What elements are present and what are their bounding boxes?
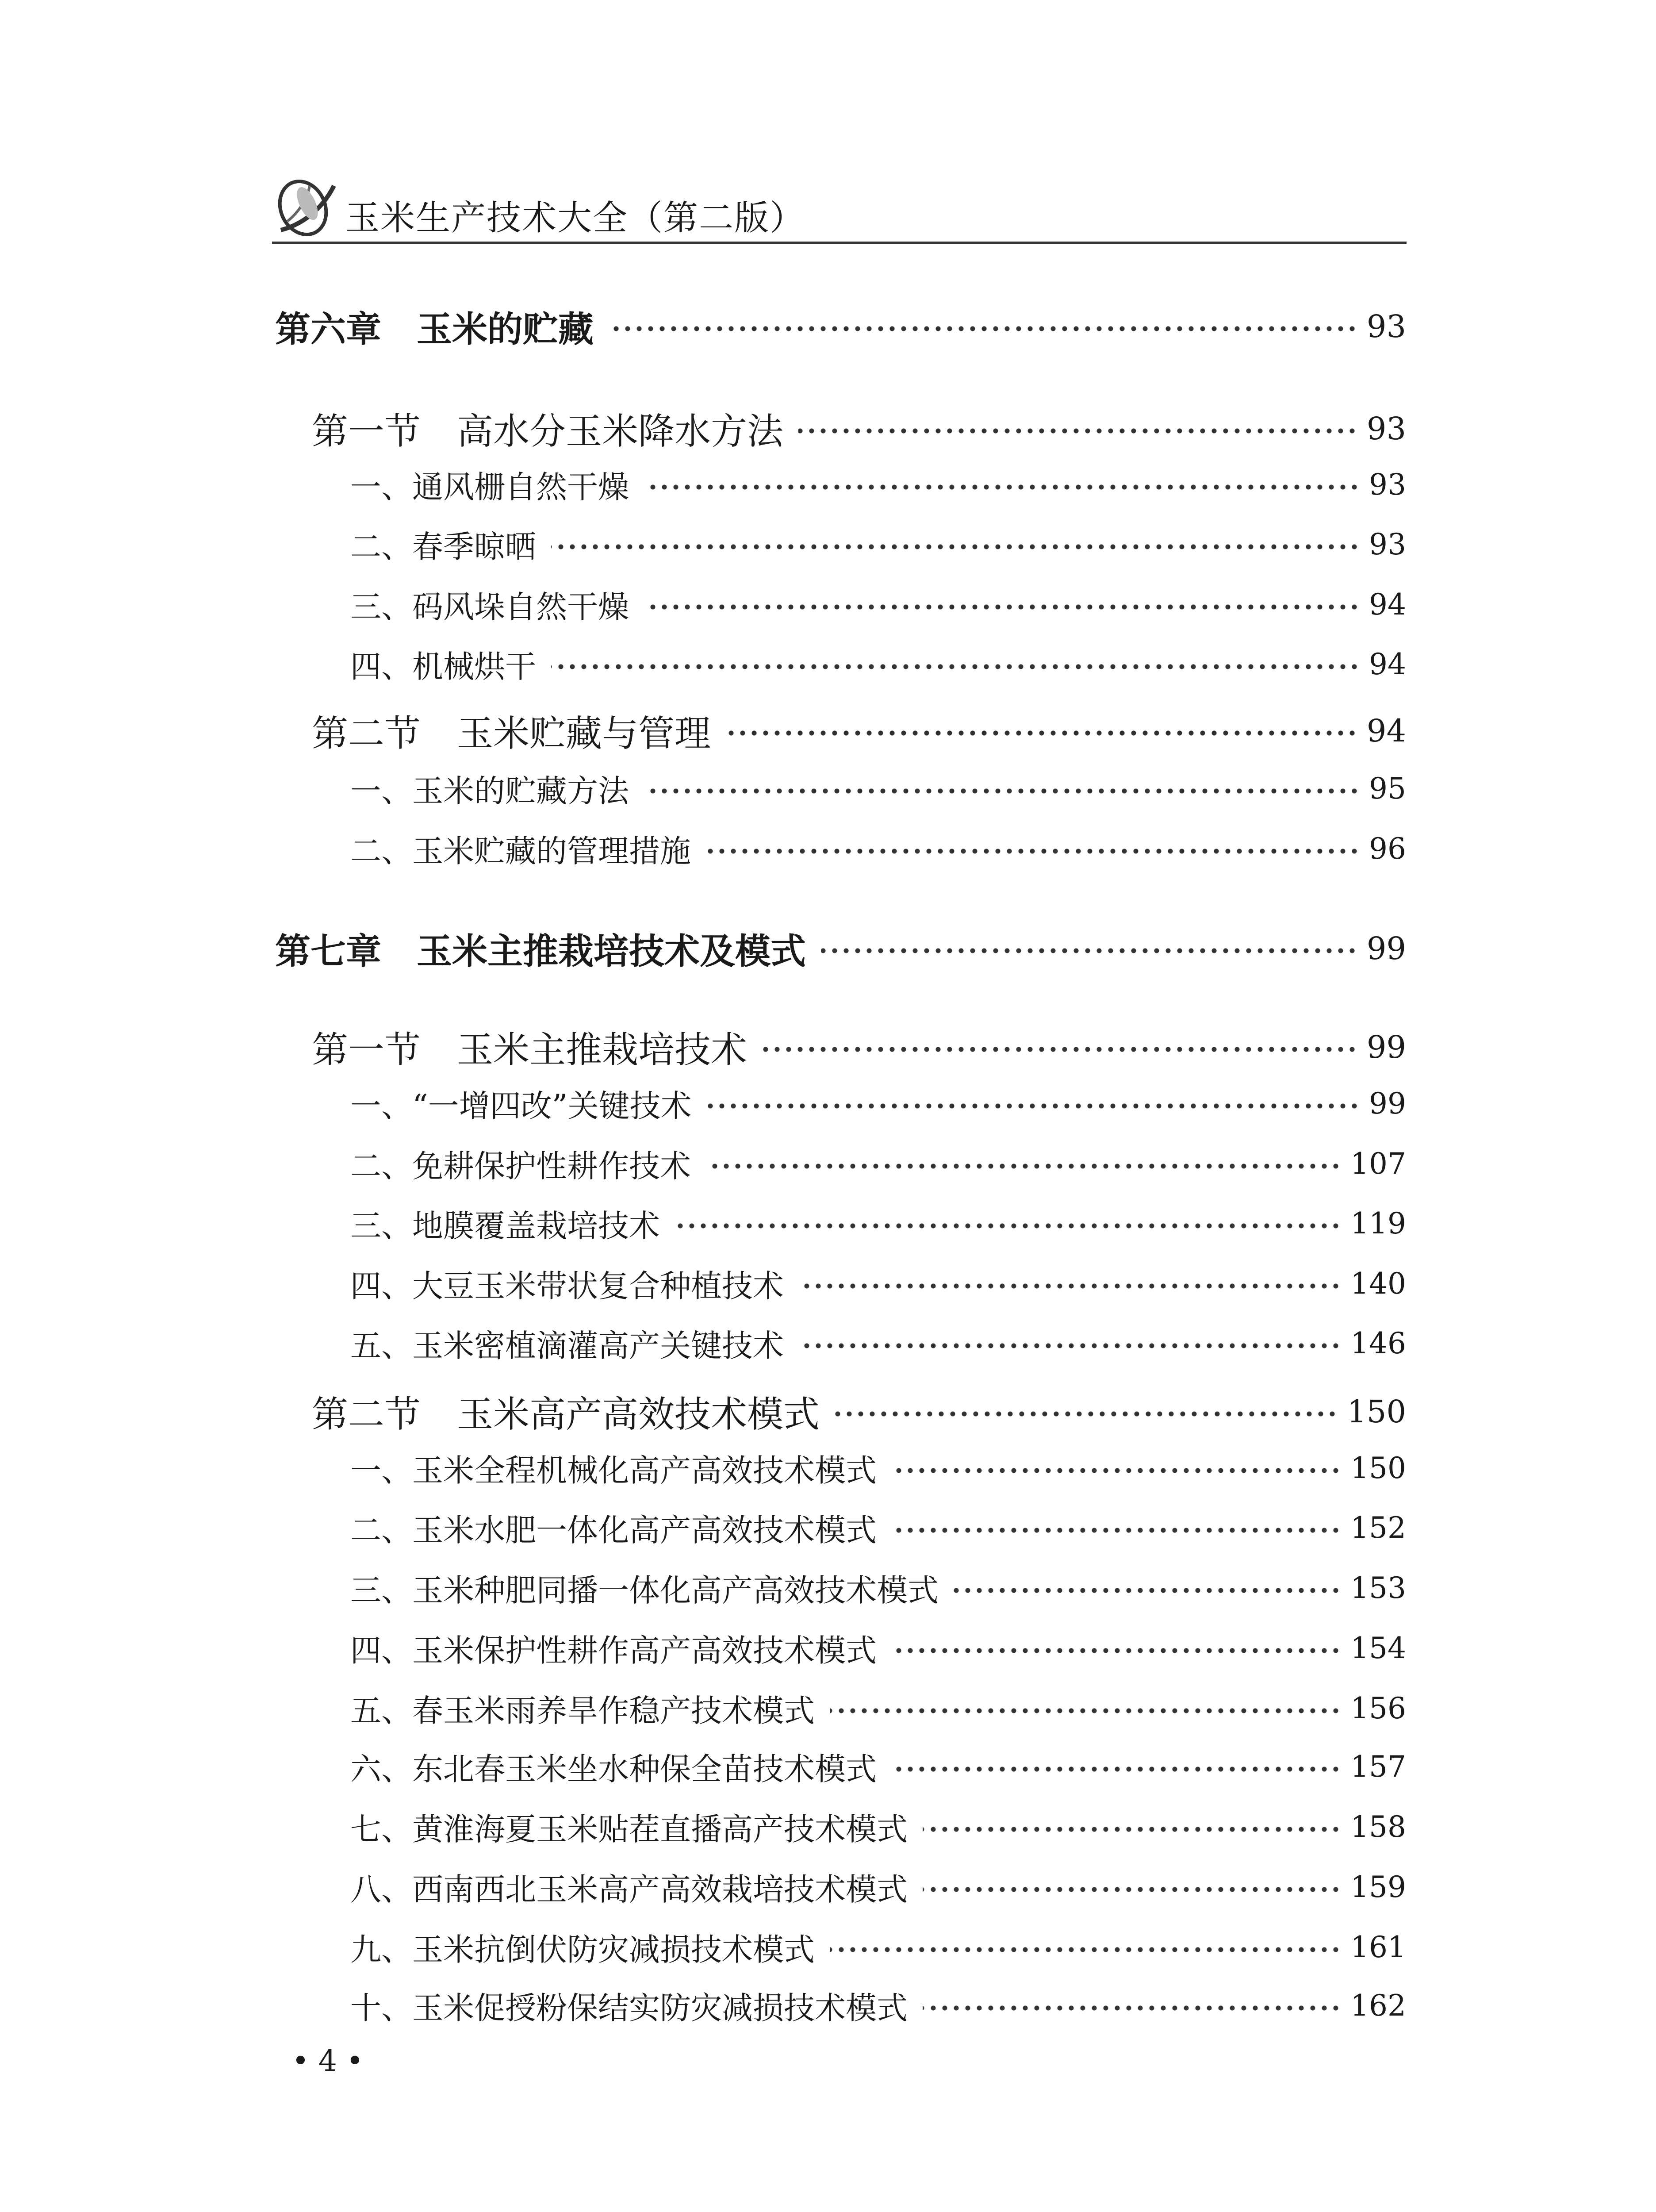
toc-entry-page-number: 156 xyxy=(1342,1691,1406,1725)
toc-entry-page-number: 93 xyxy=(1360,468,1406,502)
toc-entry-page-number: 150 xyxy=(1342,1451,1406,1485)
toc-entry-title: 第一节 高水分玉米降水方法 xyxy=(312,403,798,454)
dot-leader xyxy=(835,1409,1338,1418)
toc-entry-page-number: 93 xyxy=(1360,527,1406,561)
toc-entry-item xyxy=(0,1626,1656,1671)
toc-entry-title: 一、“一增四改”关键技术 xyxy=(350,1081,707,1126)
toc-entry-title: 十、玉米促授粉保结实防灾减损技术模式 xyxy=(350,1983,923,2028)
toc-entry-page-number: 154 xyxy=(1342,1631,1406,1665)
toc-entry-item xyxy=(0,1744,1656,1789)
toc-entry-title: 三、地膜覆盖栽培技术 xyxy=(350,1201,675,1246)
toc-entry-page-number: 146 xyxy=(1342,1326,1406,1360)
toc-entry-page-number: 152 xyxy=(1342,1511,1406,1545)
toc-entry-page-number: 93 xyxy=(1358,411,1406,447)
toc-entry-page-number: 158 xyxy=(1342,1810,1406,1844)
dot-leader xyxy=(799,1282,1342,1290)
toc-entry-page-number: 140 xyxy=(1342,1267,1406,1301)
toc-entry-page-number: 157 xyxy=(1342,1750,1406,1784)
dot-leader xyxy=(675,1221,1342,1230)
toc-entry-page-number: 159 xyxy=(1342,1870,1406,1904)
toc-entry-page-number: 94 xyxy=(1360,647,1406,681)
corn-leaf-logo-icon xyxy=(272,177,338,241)
toc-entry-title: 第一节 玉米主推栽培技术 xyxy=(312,1021,762,1073)
toc-entry-item xyxy=(0,1983,1656,2028)
toc-entry-item xyxy=(0,826,1656,871)
toc-entry-item xyxy=(0,582,1656,627)
dot-leader xyxy=(706,847,1360,856)
dot-leader xyxy=(644,603,1360,611)
toc-entry-chapter xyxy=(0,301,1656,352)
dot-leader xyxy=(551,662,1360,671)
toc-entry-item xyxy=(0,1141,1656,1186)
dot-leader xyxy=(799,1341,1342,1350)
dot-leader xyxy=(798,426,1358,435)
dot-leader xyxy=(923,2004,1342,2012)
toc-entry-title: 二、玉米水肥一体化高产高效技术模式 xyxy=(350,1505,892,1550)
toc-entry-item xyxy=(0,642,1656,687)
toc-entry-item xyxy=(0,1261,1656,1306)
dot-leader xyxy=(892,1526,1342,1535)
page-number: • 4 • xyxy=(292,2044,364,2078)
toc-entry-item xyxy=(0,1566,1656,1610)
toc-entry-title: 四、大豆玉米带状复合种植技术 xyxy=(350,1261,799,1306)
toc-entry-title: 四、玉米保护性耕作高产高效技术模式 xyxy=(350,1626,892,1671)
dot-leader xyxy=(762,1045,1358,1054)
toc-entry-page-number: 94 xyxy=(1360,588,1406,622)
toc-entry-page-number: 95 xyxy=(1360,772,1406,806)
toc-entry-title: 三、玉米种肥同播一体化高产高效技术模式 xyxy=(350,1566,954,1610)
dot-leader xyxy=(892,1466,1342,1475)
dot-leader xyxy=(892,1765,1342,1774)
toc-entry-item xyxy=(0,1805,1656,1849)
toc-entry-section xyxy=(0,705,1656,757)
header-divider xyxy=(272,242,1407,244)
toc-entry-page-number: 153 xyxy=(1342,1571,1406,1605)
toc-entry-item xyxy=(0,1505,1656,1550)
toc-entry-title: 第二节 玉米贮藏与管理 xyxy=(312,705,726,757)
toc-entry-item xyxy=(0,1686,1656,1731)
toc-entry-title: 四、机械烘干 xyxy=(350,642,551,687)
toc-entry-title: 一、玉米的贮藏方法 xyxy=(350,766,644,811)
toc-entry-title: 二、春季晾晒 xyxy=(350,522,551,567)
toc-entry-title: 二、免耕保护性耕作技术 xyxy=(350,1141,706,1186)
toc-entry-page-number: 162 xyxy=(1342,1989,1406,2023)
running-header xyxy=(272,177,1409,243)
dot-leader xyxy=(923,1885,1342,1894)
toc-entry-page-number: 161 xyxy=(1342,1930,1406,1964)
toc-entry-title: 五、春玉米雨养旱作稳产技术模式 xyxy=(350,1686,830,1731)
dot-leader xyxy=(726,729,1358,737)
toc-entry-page-number: 119 xyxy=(1342,1206,1406,1240)
dot-leader xyxy=(830,1706,1342,1715)
toc-entry-item xyxy=(0,1925,1656,1970)
toc-entry-title: 第七章 玉米主推栽培技术及模式 xyxy=(275,923,821,974)
toc-entry-title: 九、玉米抗倒伏防灾减损技术模式 xyxy=(350,1925,830,1970)
toc-entry-page-number: 93 xyxy=(1358,308,1406,345)
toc-entry-title: 八、西南西北玉米高产高效栽培技术模式 xyxy=(350,1865,923,1909)
dot-leader xyxy=(551,542,1360,551)
dot-leader xyxy=(609,324,1358,333)
toc-entry-title: 二、玉米贮藏的管理措施 xyxy=(350,826,706,871)
toc-entry-page-number: 99 xyxy=(1358,1029,1406,1065)
dot-leader xyxy=(644,483,1360,492)
toc-entry-title: 第二节 玉米高产高效技术模式 xyxy=(312,1386,835,1437)
toc-entry-title: 七、黄淮海夏玉米贴茬直播高产技术模式 xyxy=(350,1805,923,1849)
toc-entry-page-number: 150 xyxy=(1338,1394,1406,1430)
toc-entry-page-number: 96 xyxy=(1360,832,1406,866)
toc-entry-item xyxy=(0,1081,1656,1126)
toc-entry-page-number: 99 xyxy=(1360,1087,1406,1121)
toc-entry-title: 一、玉米全程机械化高产高效技术模式 xyxy=(350,1446,892,1490)
toc-entry-page-number: 94 xyxy=(1358,713,1406,749)
dot-leader xyxy=(821,946,1358,955)
toc-entry-section xyxy=(0,403,1656,454)
toc-entry-item xyxy=(0,522,1656,567)
toc-entry-item xyxy=(0,1321,1656,1366)
toc-entry-item xyxy=(0,1865,1656,1909)
toc-entry-section xyxy=(0,1021,1656,1073)
toc-entry-title: 一、通风栅自然干燥 xyxy=(350,462,644,507)
toc-entry-item xyxy=(0,766,1656,811)
dot-leader xyxy=(923,1825,1342,1834)
toc-entry-page-number: 107 xyxy=(1342,1147,1406,1181)
toc-entry-title: 五、玉米密植滴灌高产关键技术 xyxy=(350,1321,799,1366)
toc-entry-item xyxy=(0,462,1656,507)
toc-entry-title: 三、码风垛自然干燥 xyxy=(350,582,644,627)
toc-entry-section xyxy=(0,1386,1656,1437)
dot-leader xyxy=(707,1102,1360,1110)
book-title: 玉米生产技术大全（第二版） xyxy=(345,198,805,238)
dot-leader xyxy=(892,1646,1342,1655)
toc-entry-title: 六、东北春玉米坐水种保全苗技术模式 xyxy=(350,1744,892,1789)
dot-leader xyxy=(954,1586,1342,1595)
dot-leader xyxy=(706,1162,1342,1171)
toc-entry-page-number: 99 xyxy=(1358,930,1406,967)
dot-leader xyxy=(830,1945,1342,1954)
toc-entry-item xyxy=(0,1446,1656,1490)
toc-entry-title: 第六章 玉米的贮藏 xyxy=(275,301,609,352)
dot-leader xyxy=(644,787,1360,795)
toc-entry-item xyxy=(0,1201,1656,1246)
toc-entry-chapter xyxy=(0,923,1656,974)
